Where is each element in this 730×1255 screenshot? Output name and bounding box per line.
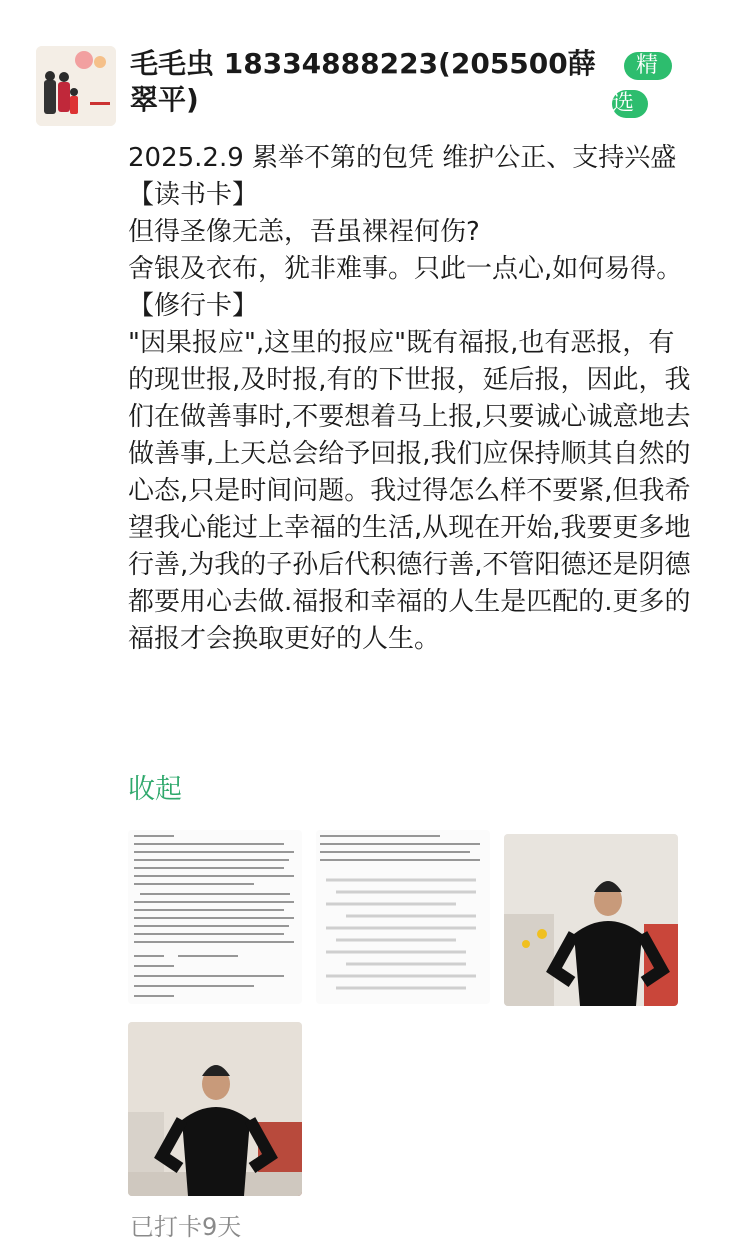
- section-heading: 【修行卡】: [128, 291, 259, 321]
- avatar-family-icon: [36, 46, 116, 126]
- post-title: 2025.2.9 累举不第的包凭 维护公正、支持兴盛: [128, 143, 677, 173]
- woman-standing-photo[interactable]: [504, 834, 678, 1006]
- handwritten-notes-icon: [128, 830, 302, 1004]
- avatar[interactable]: [36, 46, 116, 126]
- checkin-status: 已打卡9天: [130, 1213, 242, 1241]
- reflection-paragraph: "因果报应",这里的报应"既有福报,也有恶报，有的现世报,及时报,有的下世报，延后报，因此，我们在做善事时,不要想着马上报,只要诚心诚意地去做善事,上天总会给予回报,我们应保持顺其自然的心态,只是时间问题。我过得怎么样不要紧,但我希望我心能过上幸福的生活,从现在开始,我要更多地行善,为我的子孙后代积德行善,不管阳德还是阴德都要用心去做.福报和幸福的人生是匹配的.更多的福报才会换取更好的人生。: [128, 328, 691, 654]
- notes-blurred-icon: [316, 830, 490, 1004]
- woman-standing-icon: [128, 1022, 302, 1196]
- quote-line: 舍银及衣布，犹非难事。只此一点心,如何易得。: [128, 254, 683, 284]
- badge-text-1: 精: [636, 53, 659, 78]
- handwritten-notes-photo-blurred[interactable]: [316, 830, 490, 1004]
- collapse-link[interactable]: 收起: [128, 774, 182, 805]
- username[interactable]: 毛毛虫 18334888223(205500薛翠平): [130, 47, 596, 116]
- woman-standing-icon: [504, 834, 678, 1006]
- section-heading: 【读书卡】: [128, 180, 259, 210]
- badge-text-2: 选: [612, 91, 635, 116]
- woman-standing-photo[interactable]: [128, 1022, 302, 1196]
- quote-line: 但得圣像无恙，吾虽裸裎何伤?: [128, 217, 480, 247]
- post-content: [128, 140, 693, 658]
- handwritten-notes-photo[interactable]: [128, 830, 302, 1004]
